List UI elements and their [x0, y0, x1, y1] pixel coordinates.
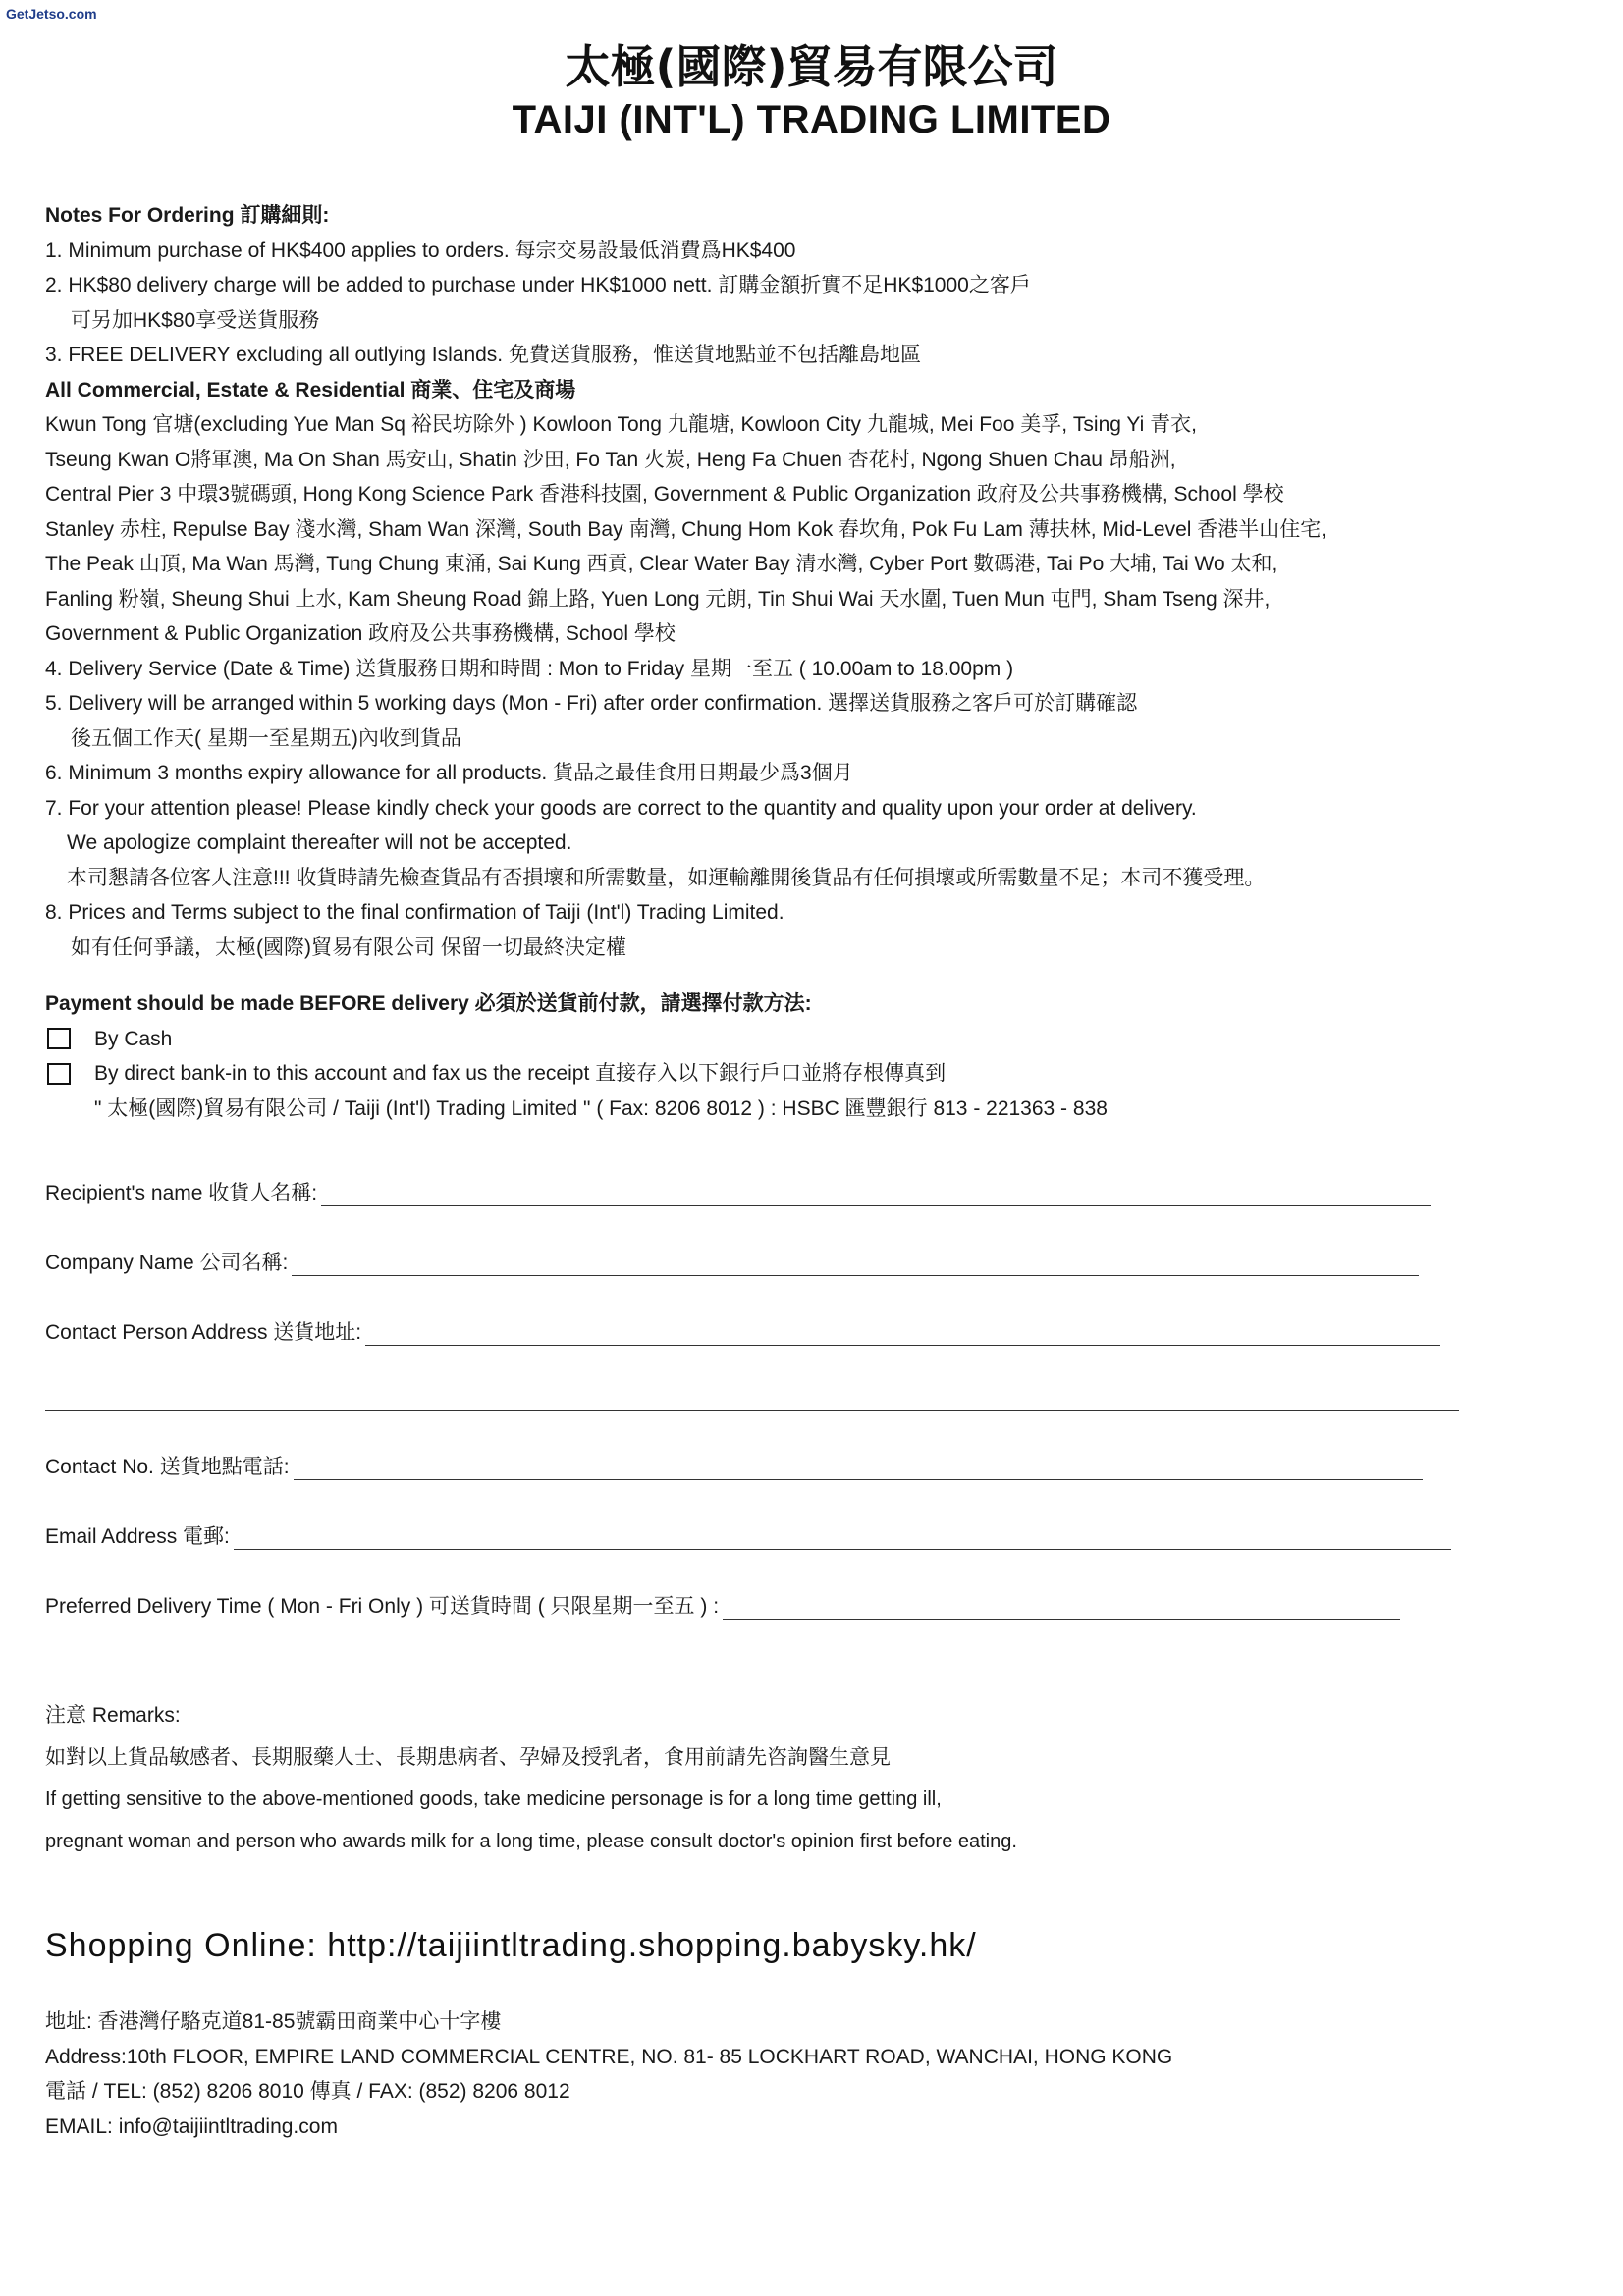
address-field-line-2[interactable] — [45, 1390, 1459, 1411]
delivery-time-field[interactable] — [723, 1599, 1400, 1620]
delivery-time-row — [45, 1594, 1577, 1620]
delivery-area-line: Central Pier 3 中環3號碼頭, Hong Kong Science Park 香港科技園, Government & Public Organization 政府及公共事務機構, School 學校 — [45, 483, 1284, 506]
cash-checkbox[interactable] — [47, 1028, 71, 1049]
delivery-area-line: Fanling 粉嶺, Sheung Shui 上水, Kam Sheung Road 錦上路, Yuen Long 元朗, Tin Shui Wai 天水圍, Tuen Mun 屯門, Sham Tseng 深井, — [45, 587, 1271, 611]
contact-field[interactable] — [294, 1460, 1423, 1480]
note-line: 後五個工作天( 星期一至星期五)內收到貨品 — [71, 726, 461, 750]
delivery-form — [45, 1181, 1577, 1620]
note-line: 3. FREE DELIVERY excluding all outlying Islands. 免費送貨服務，惟送貨地點並不包括離島地區 — [45, 344, 921, 366]
note-line: 5. Delivery will be arranged within 5 working days (Mon - Fri) after order confirmation. 選擇送貨服務之客戶可於訂購確認 — [45, 692, 1138, 715]
address-row — [45, 1320, 1577, 1346]
note-line: 6. Minimum 3 months expiry allowance for all products. 貨品之最佳食用日期最少爲3個月 — [45, 762, 853, 784]
email-field[interactable] — [234, 1529, 1451, 1550]
cash-label: By Cash — [94, 1027, 173, 1050]
bank-in-label: By direct bank-in to this account and fax us the receipt 直接存入以下銀行戶口並將存根傳真到 — [94, 1062, 947, 1085]
shopping-online-link[interactable]: Shopping Online: http://taijiintltrading.shopping.babysky.hk/ — [45, 1927, 977, 1964]
note-line: 8. Prices and Terms subject to the final confirmation of Taiji (Int'l) Trading Limited. — [45, 901, 784, 924]
note-line: 1. Minimum purchase of HK$400 applies to orders. 每宗交易設最低消費爲HK$400 — [45, 239, 796, 262]
payment-heading: Payment should be made BEFORE delivery 必須於送貨前付款，請選擇付款方法: — [45, 992, 812, 1015]
address-row-2 — [45, 1390, 1577, 1411]
delivery-area-line: The Peak 山頂, Ma Wan 馬灣, Tung Chung 東涌, Sai Kung 西貢, Clear Water Bay 清水灣, Cyber Port 數碼港, Tai Po 大埔, Tai Wo 太和, — [45, 553, 1278, 575]
contact-info — [45, 2004, 1577, 2144]
delivery-area-line: Stanley 赤柱, Repulse Bay 淺水灣, Sham Wan 深灣, South Bay 南灣, Chung Hom Kok 舂坎角, Pok Fu Lam 薄扶林, Mid-Level 香港半山住宅, — [45, 517, 1327, 541]
note-line: 本司懇請各位客人注意!!! 收貨時請先檢查貨品有否損壞和所需數量，如運輸離開後貨品有任何損壞或所需數量不足；本司不獲受理。 — [67, 866, 1266, 889]
email-label: Email Address 電郵: — [45, 1525, 230, 1548]
bank-in-checkbox[interactable] — [47, 1063, 71, 1085]
remarks-line-en: pregnant woman and person who awards milk for a long time, please consult doctor's opinion first before eating. — [45, 1831, 1017, 1852]
note-line: 如有任何爭議，太極(國際)貿易有限公司 保留一切最終決定權 — [71, 935, 626, 959]
order-form-body — [45, 198, 1577, 2144]
remarks-section — [45, 1694, 1577, 1863]
address-label: Contact Person Address 送貨地址: — [45, 1321, 362, 1344]
delivery-areas-heading: All Commercial, Estate & Residential 商業、住宅及商場 — [45, 378, 576, 401]
delivery-time-label: Preferred Delivery Time ( Mon - Fri Only ) 可送貨時間 ( 只限星期一至五 ) : — [45, 1595, 720, 1618]
payment-option-bank — [45, 1056, 1577, 1092]
note-line: 可另加HK$80享受送貨服務 — [71, 308, 320, 332]
note-line: 4. Delivery Service (Date & Time) 送貨服務日期和時間 : Mon to Friday 星期一至五 ( 10.00am to 18.00pm ) — [45, 657, 1014, 680]
company-label: Company Name 公司名稱: — [45, 1252, 289, 1274]
site-watermark: GetJetso.com — [6, 6, 97, 22]
bank-account-details: " 太極(國際)貿易有限公司 / Taiji (Int'l) Trading Limited " ( Fax: 8206 8012 ) : HSBC 匯豐銀行 813 - 221363 - 838 — [94, 1096, 1108, 1120]
contact-row — [45, 1455, 1577, 1480]
delivery-area-line: Kwun Tong 官塘(excluding Yue Man Sq 裕民坊除外 ) Kowloon Tong 九龍塘, Kowloon City 九龍城, Mei Foo 美孚, Tsing Yi 青衣, — [45, 413, 1197, 436]
address-field[interactable] — [365, 1325, 1440, 1346]
note-line: 2. HK$80 delivery charge will be added to purchase under HK$1000 nett. 訂購金額折實不足HK$1000之客戶 — [45, 274, 1031, 296]
contact-label: Contact No. 送貨地點電話: — [45, 1456, 290, 1478]
email-row — [45, 1524, 1577, 1550]
contact-email[interactable]: EMAIL: info@taijiintltrading.com — [45, 2114, 338, 2138]
company-name-english: TAIJI (INT'L) TRADING LIMITED — [512, 98, 1111, 141]
company-row — [45, 1251, 1577, 1276]
page-header — [0, 37, 1623, 143]
note-line: 7. For your attention please! Please kindly check your goods are correct to the quantity and quality upon your order at delivery. — [45, 796, 1197, 820]
remarks-line-zh: 如對以上貨品敏感者、長期服藥人士、長期患病者、孕婦及授乳者，食用前請先咨詢醫生意見 — [45, 1746, 891, 1769]
remarks-line-en: If getting sensitive to the above-mentioned goods, take medicine personage is for a long time getting ill, — [45, 1789, 942, 1810]
notes-heading: Notes For Ordering 訂購細則: — [45, 204, 330, 227]
delivery-area-line: Tseung Kwan O將軍澳, Ma On Shan 馬安山, Shatin 沙田, Fo Tan 火炭, Heng Fa Chuen 杏花村, Ngong Shuen Chau 昂船洲, — [45, 448, 1176, 471]
recipient-label: Recipient's name 收貨人名稱: — [45, 1182, 318, 1204]
recipient-row — [45, 1181, 1577, 1206]
recipient-field[interactable] — [321, 1186, 1431, 1206]
note-line: We apologize complaint thereafter will not be accepted. — [67, 831, 572, 854]
company-name-chinese: 太極(國際)貿易有限公司 — [565, 40, 1058, 93]
company-field[interactable] — [292, 1255, 1419, 1276]
delivery-area-line: Government & Public Organization 政府及公共事務機構, School 學校 — [45, 622, 676, 645]
remarks-heading: 注意 Remarks: — [45, 1704, 181, 1727]
payment-option-cash — [45, 1022, 1577, 1057]
phone-fax: 電話 / TEL: (852) 8206 8010 傳真 / FAX: (852) 8206 8012 — [45, 2080, 570, 2103]
address-chinese: 地址: 香港灣仔駱克道81-85號霸田商業中心十字樓 — [45, 2010, 502, 2033]
address-english: Address:10th FLOOR, EMPIRE LAND COMMERCIAL CENTRE, NO. 81- 85 LOCKHART ROAD, WANCHAI, HONG KONG — [45, 2045, 1173, 2068]
